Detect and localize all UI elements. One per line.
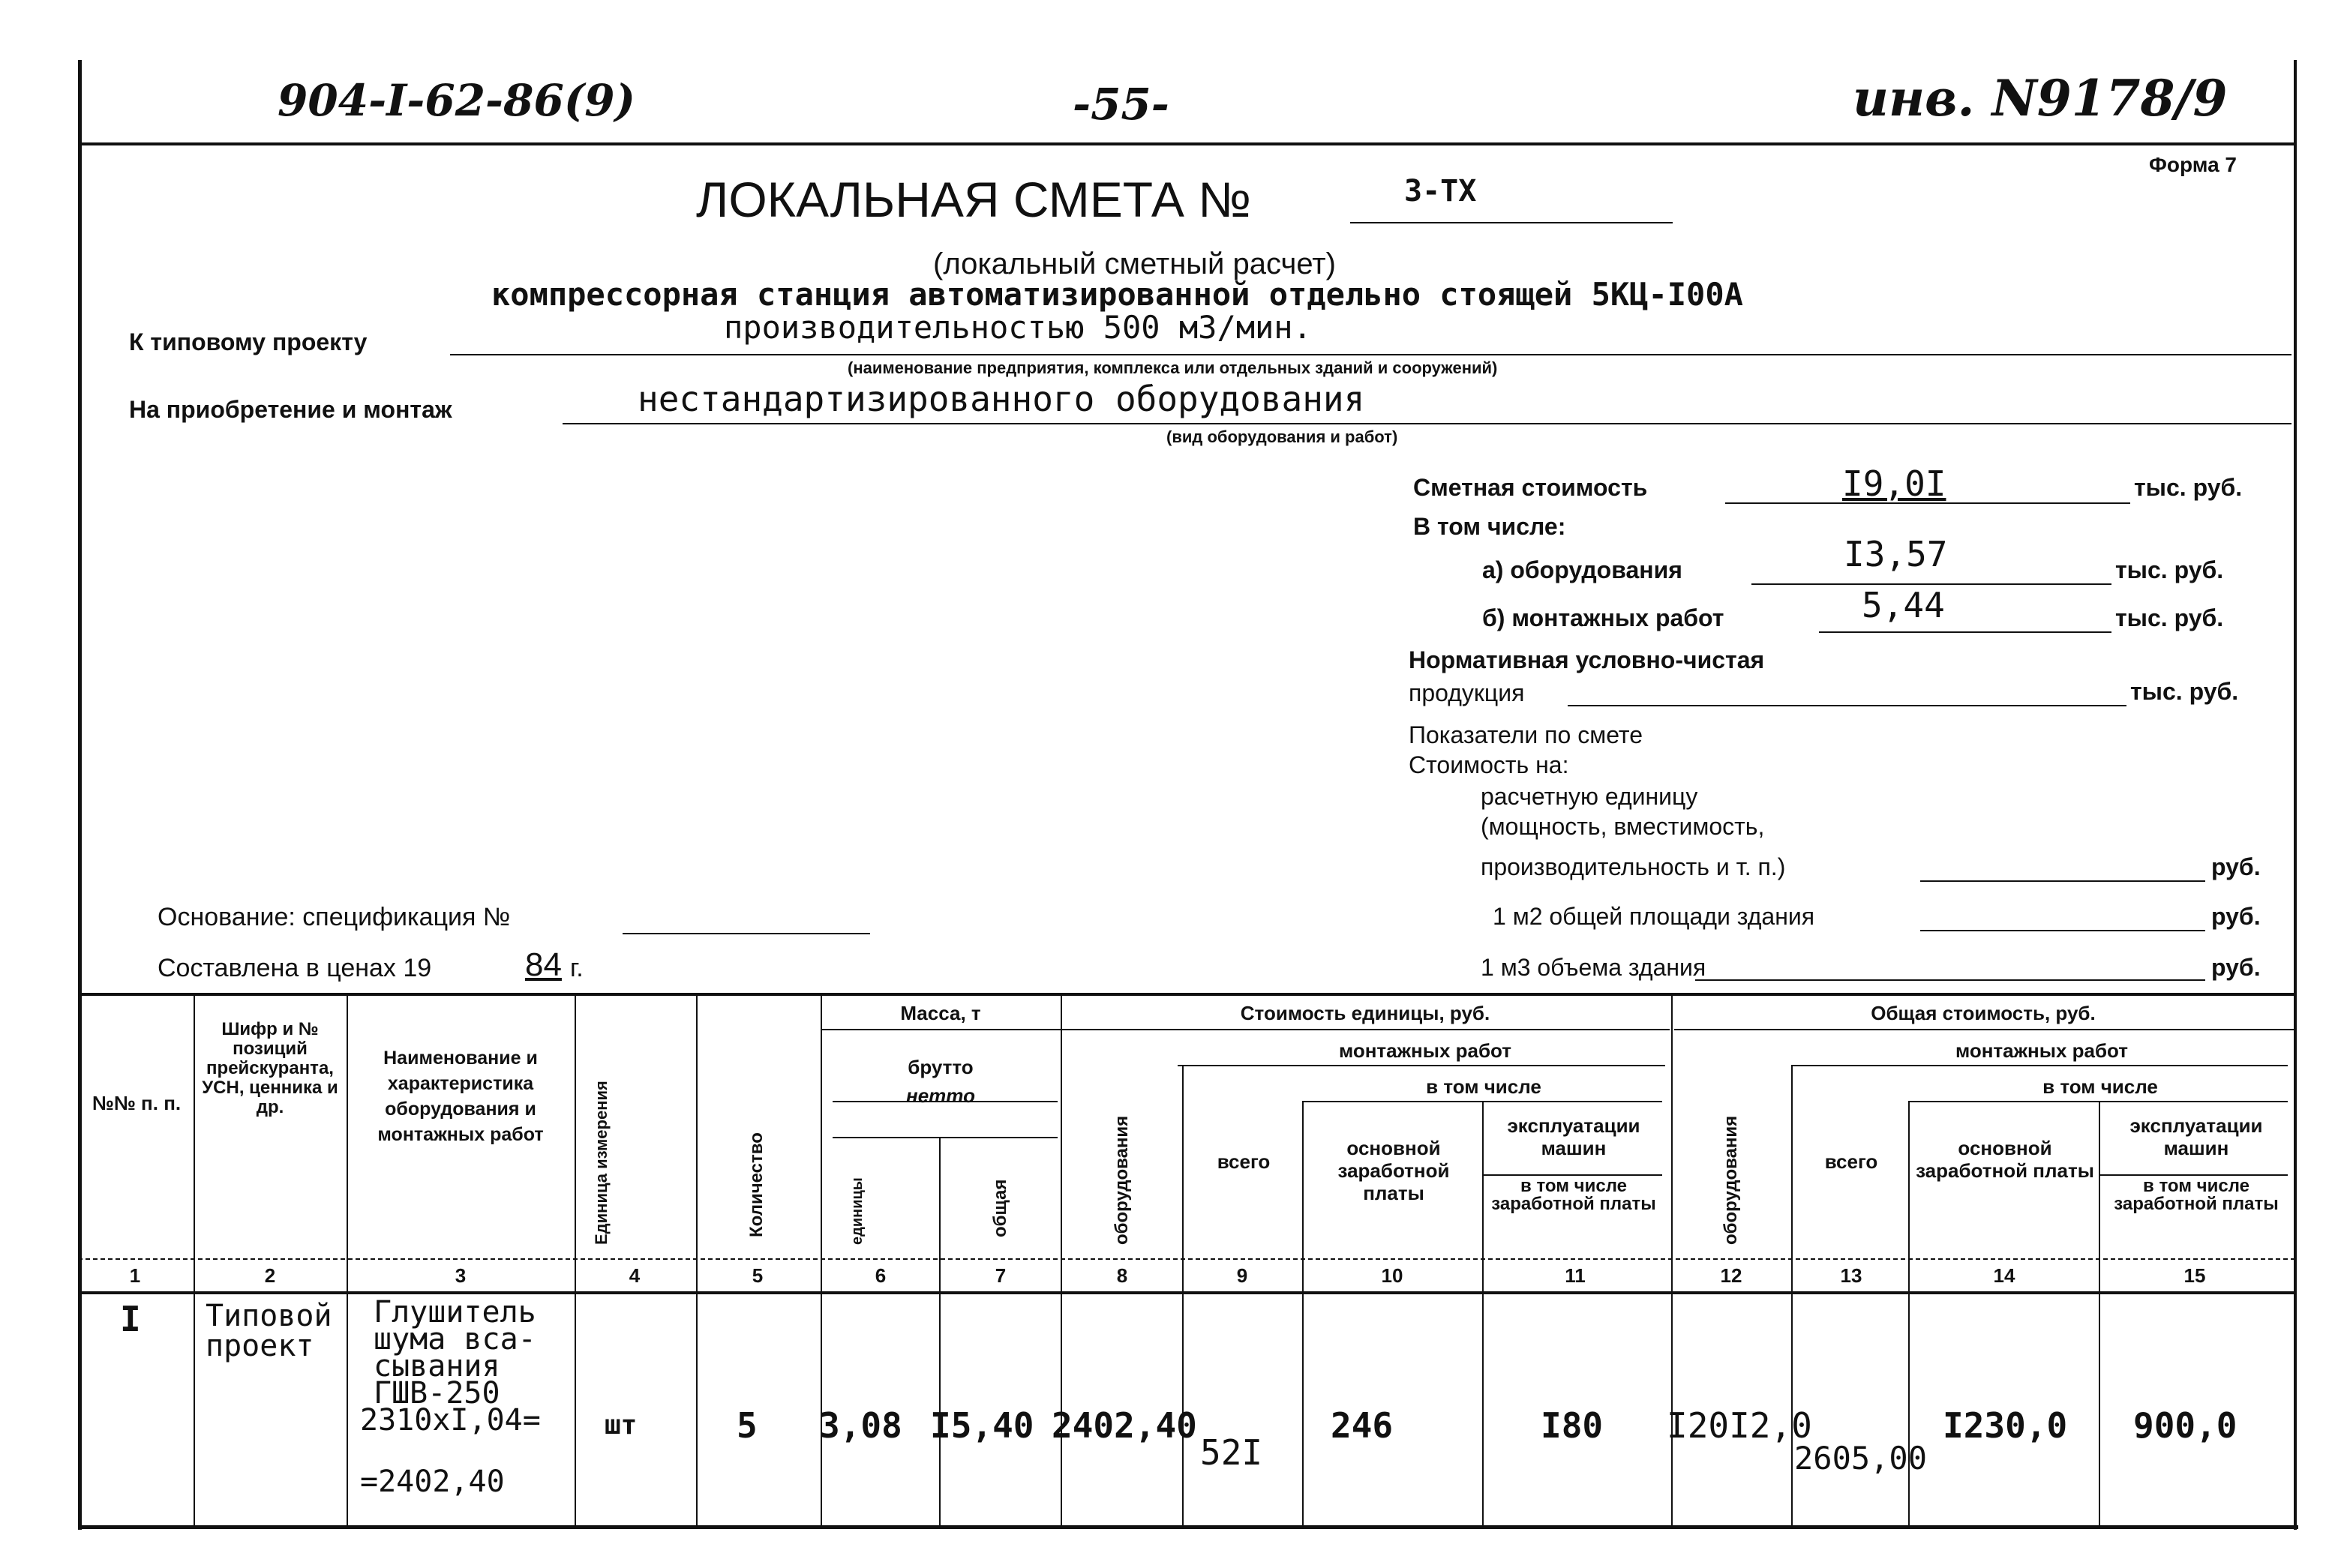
header-equipment-total: оборудования [1721,1115,1741,1245]
row-name-2: шума вса- [374,1322,536,1357]
header-unit: Единица измерения [592,1081,611,1245]
header-machines-total: эксплуатации машин [2129,1114,2263,1159]
header-qty: Количество [746,1132,767,1237]
row-equip-total: I20I2,0 [1667,1405,1812,1446]
col-num: 9 [1236,1264,1248,1287]
header-all-total: всего [1824,1150,1878,1173]
header-unit-cost: Стоимость единицы, руб. [1240,1002,1490,1024]
header-wages: основной заработной платы [1337,1137,1450,1204]
row-name-1: Глушитель [374,1295,536,1330]
header-name: Наименование и характеристика оборудования и монтажных работ [377,1048,544,1145]
row-equip-unit: 2402,40 [1052,1405,1197,1446]
indicators-label: Показатели по смете [1409,721,1643,748]
row-wages-total: I230,0 [1943,1405,2068,1446]
col-num: 6 [875,1264,887,1287]
purchase-caption: (вид оборудования и работ) [1166,427,1398,446]
normative-label-2: продукция [1409,679,1525,706]
estimate-title: ЛОКАЛЬНАЯ СМЕТА № [696,172,1252,227]
header-machines-sub: в том числе заработной платы [1491,1176,1656,1214]
col-num: 14 [1993,1264,2015,1287]
row-wages: 246 [1331,1405,1394,1446]
header-incl: в том числе [1426,1075,1541,1098]
col-num: 2 [264,1264,276,1287]
row-machines-total: 900,0 [2133,1405,2237,1446]
install-label: б) монтажных работ [1482,604,1724,631]
header-all: всего [1217,1150,1271,1173]
install-unit: тыс. руб. [2115,604,2224,631]
header-num: №№ п. п. [92,1092,182,1114]
frame-right [2294,60,2297,1530]
col-num: 11 [1565,1264,1586,1287]
prices-suffix: г. [570,954,584,982]
row-install-all: 52I [1200,1432,1263,1473]
project-label: К типовому проекту [129,328,368,355]
col-num: 4 [629,1264,641,1287]
header-total-cost: Общая стоимость, руб. [1871,1002,2096,1024]
row-machines: I80 [1541,1405,1604,1446]
header-incl-total: в том числе [2042,1075,2158,1098]
equip-label: а) оборудования [1482,556,1682,583]
calc-unit-2: (мощность, вместимость, [1481,813,1765,840]
header-install: монтажных работ [1338,1039,1512,1062]
prices-prefix: Составлена в ценах 19 [158,954,432,982]
row-install-total: 2605,00 [1794,1440,1928,1477]
equip-value: I3,57 [1844,534,1948,574]
col-num: 10 [1381,1264,1403,1287]
inventory-number: инв. N9178/9 [1853,69,2228,127]
calc-unit-rub: руб. [2211,853,2261,880]
row-name-5: 2310xI,04= [360,1403,541,1438]
cost-unit: тыс. руб. [2134,474,2243,501]
estimate-number: 3-ТХ [1404,174,1477,208]
header-mass-total: общая [990,1179,1010,1237]
estimate-subtitle: (локальный сметный расчет) [933,247,1336,280]
header-code: Шифр и № позиций прейскуранта, УСН, ценника и др. [202,1019,338,1117]
basis-label: Основание: спецификация № [158,903,511,931]
volume-label: 1 м3 объема здания [1481,954,1706,981]
calc-unit-1: расчетную единицу [1481,783,1698,810]
normative-label-1: Нормативная условно-чистая [1409,646,1765,673]
header-netto: нетто [906,1084,975,1107]
header-install-total: монтажных работ [1955,1039,2129,1062]
equip-unit: тыс. руб. [2115,556,2224,583]
header-wages-total: основной заработной платы [1916,1137,2094,1182]
row-code-2: проект [206,1329,314,1363]
col-num: 15 [2183,1264,2206,1287]
normative-unit: тыс. руб. [2130,678,2239,705]
row-qty: 5 [737,1405,758,1446]
cost-label: Сметная стоимость [1413,474,1648,501]
frame-top-line [78,142,2295,145]
col-num: 12 [1720,1264,1742,1287]
cost-value: I9,0I [1842,463,1946,504]
area-label: 1 м2 общей площади здания [1493,903,1815,930]
cost-per-label: Стоимость на: [1409,751,1569,778]
form-label: Форма 7 [2149,153,2237,176]
header-machines: эксплуатации машин [1507,1114,1640,1159]
row-mass-total: I5,40 [930,1405,1034,1446]
frame-bottom [78,1525,2298,1529]
purchase-value: нестандартизированного оборудования [638,379,1365,419]
object-name-line1: компрессорная станция автоматизированной отдельно стоящей 5КЦ-I00A [491,276,1743,313]
row-num: I [120,1299,141,1339]
col-num: 7 [995,1264,1007,1287]
frame-left [78,60,82,1530]
incl-label: В том числе: [1413,513,1566,540]
page-number: -55- [1073,79,1169,130]
header-brutto: брутто [908,1056,974,1078]
header-equipment: оборудования [1112,1115,1132,1245]
col-num: 5 [752,1264,764,1287]
prices-year: 84 [525,946,562,983]
project-code: 904-I-62-86(9) [278,75,636,126]
row-mass-unit: 3,08 [819,1405,902,1446]
col-num: 13 [1840,1264,1862,1287]
install-value: 5,44 [1862,585,1945,625]
area-rub: руб. [2211,903,2261,930]
purchase-label: На приобретение и монтаж [129,396,452,423]
calc-unit-3: производительность и т. п.) [1481,853,1786,880]
row-name-4: ГШВ-250 [374,1376,500,1411]
col-num: 3 [455,1264,467,1287]
row-unit: шт [605,1410,638,1441]
volume-rub: руб. [2211,954,2261,981]
header-mass: Масса, т [900,1002,981,1024]
row-code-1: Типовой [206,1299,332,1333]
object-name-line2: производительностью 500 м3/мин. [724,309,1312,346]
col-num: 8 [1116,1264,1128,1287]
header-machines-sub-total: в том числе заработной платы [2114,1176,2279,1214]
header-mass-unit: единицы [849,1177,866,1245]
row-name-6: =2402,40 [360,1465,505,1499]
row-name-3: сывания [374,1349,500,1384]
object-caption: (наименование предприятия, комплекса или отдельных зданий и сооружений) [848,358,1498,377]
col-num: 1 [129,1264,141,1287]
